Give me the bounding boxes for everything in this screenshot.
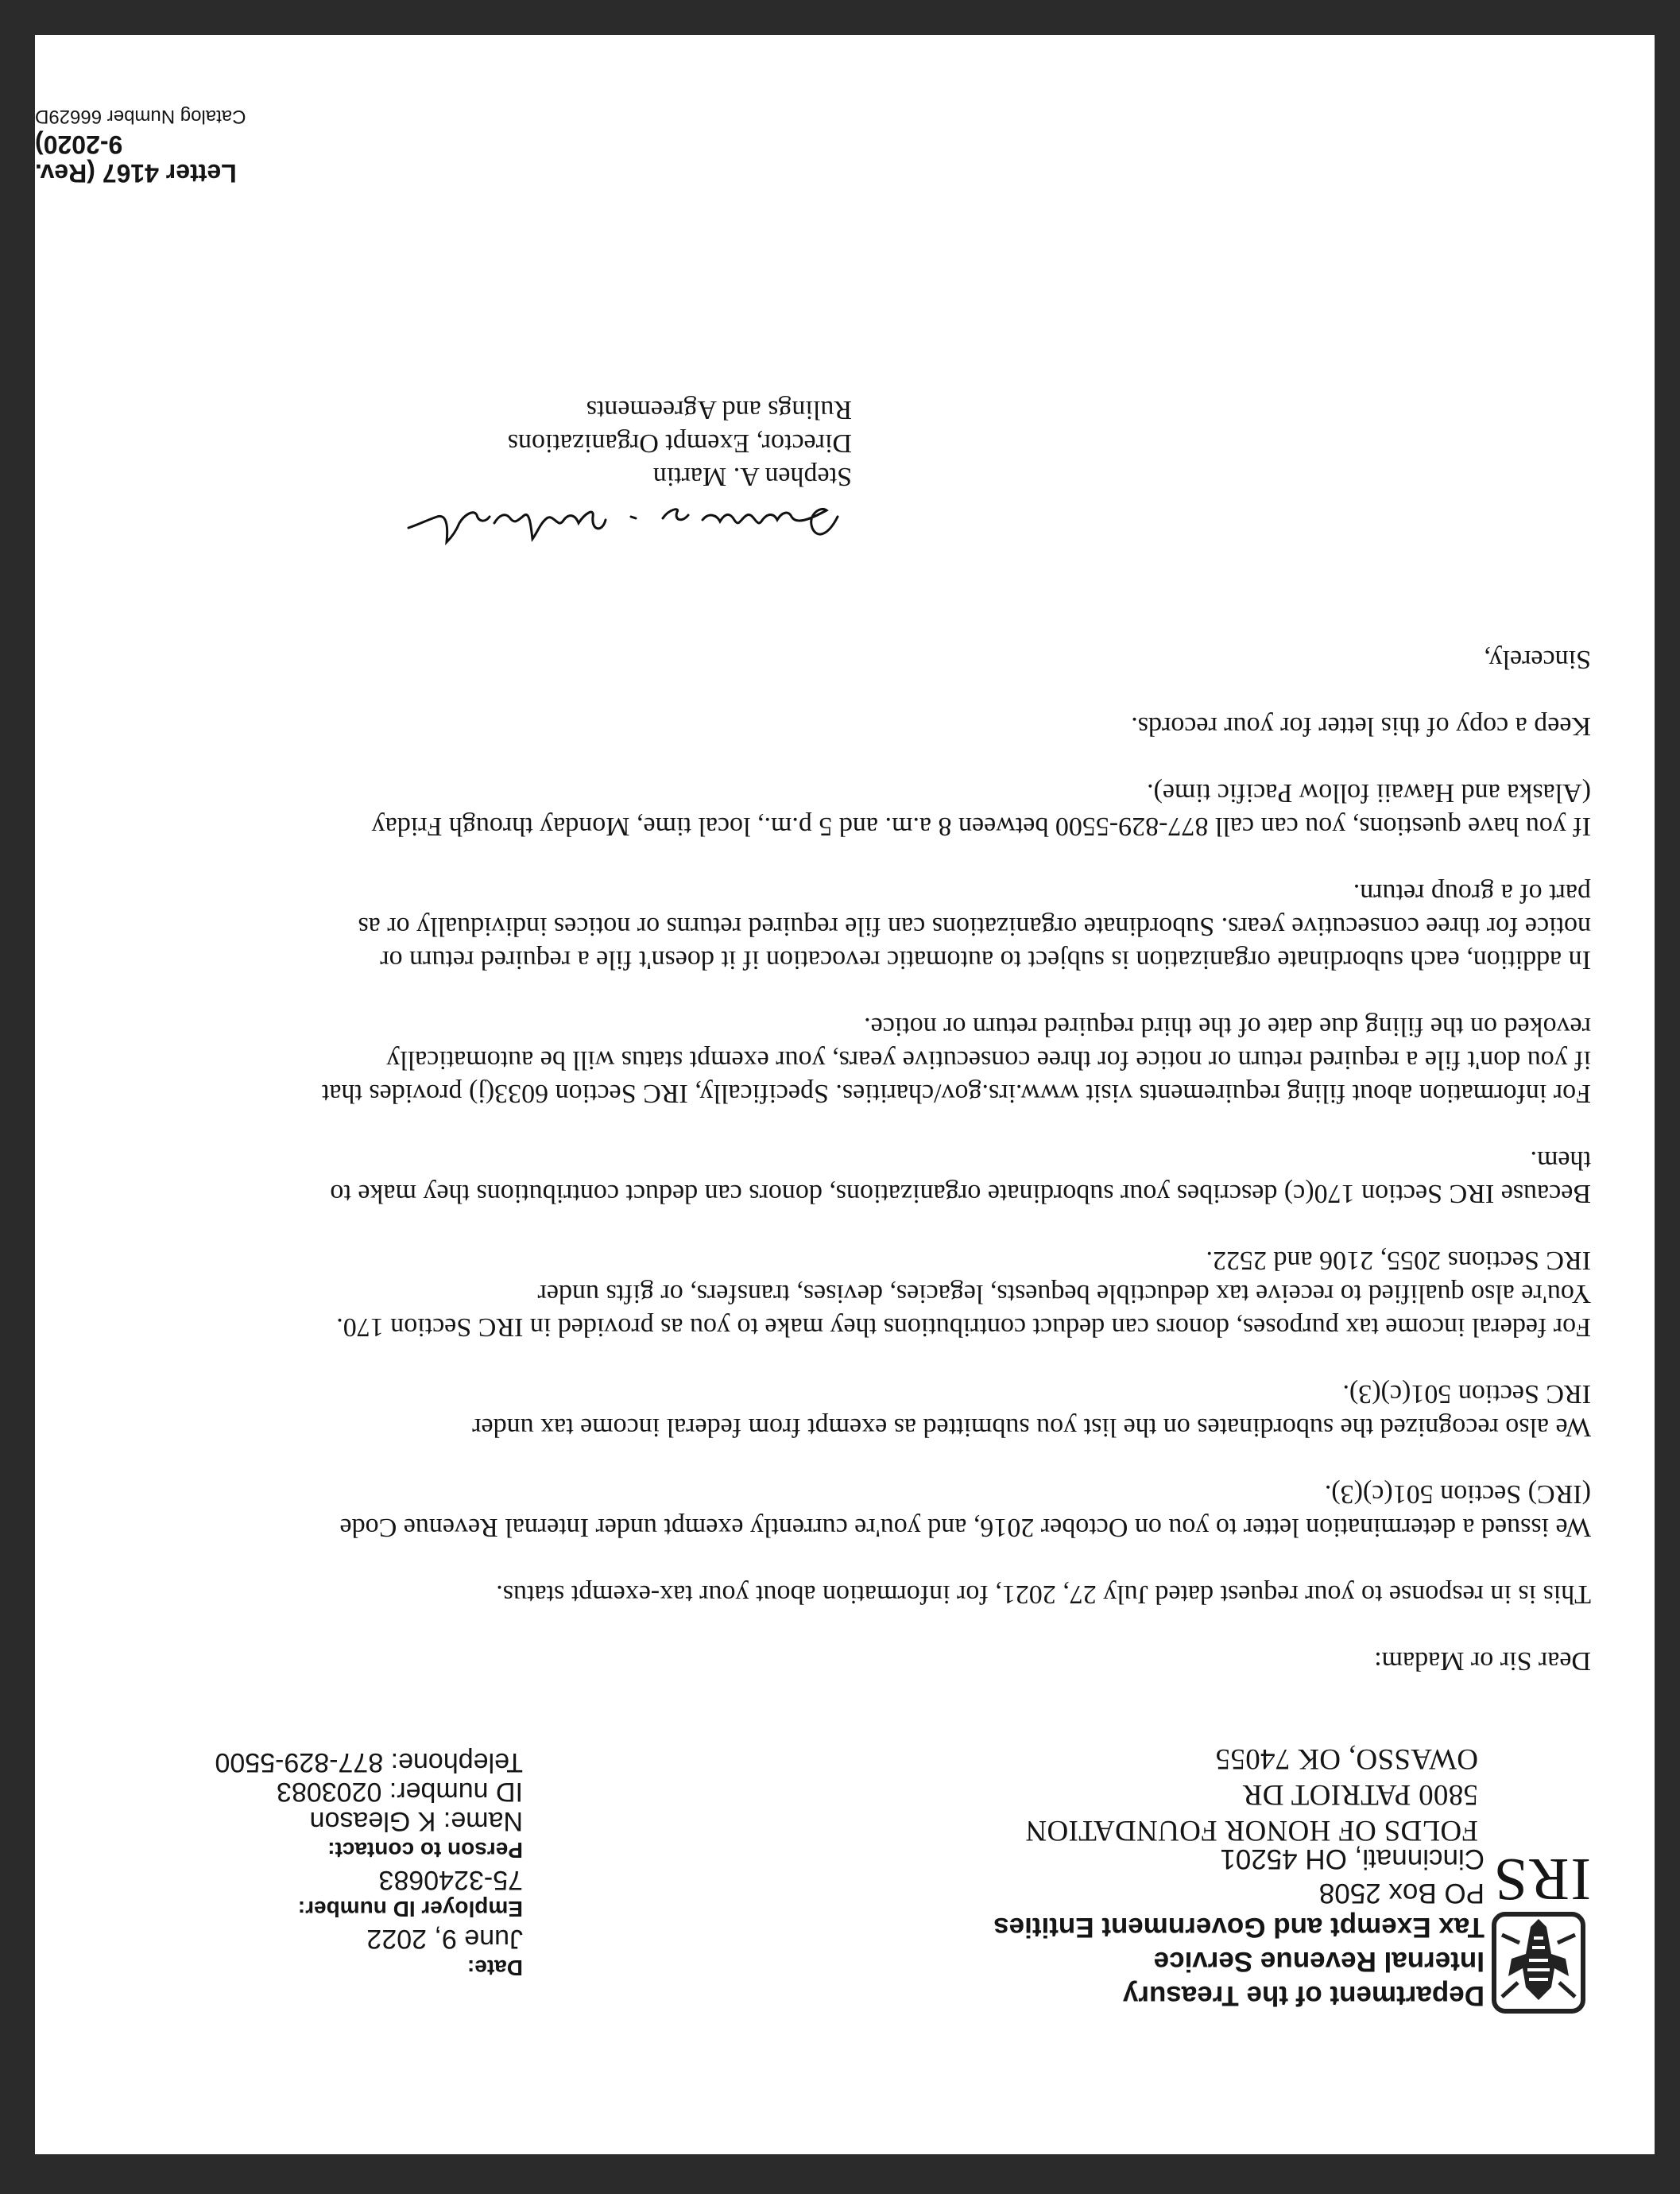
letter-body: [97, 642, 1591, 1677]
paragraph-7-line-2: notice for three consecutive years. Subordinate organizations can file required returns or notices individually or as: [358, 912, 1591, 941]
addressee-city: OWASSO, OK 74055: [1215, 1742, 1478, 1775]
paragraph-3-line-1: We also recognized the subordinates on the list you submitted as exempt from federal income tax under: [472, 1413, 1591, 1442]
paragraph-3-line-2: IRC Section 501(c)(3).: [1342, 1379, 1591, 1409]
agency-block: [993, 1842, 1485, 2013]
agency-address-line-1: PO Box 2508: [1318, 1878, 1485, 1909]
division-name: Tax Exempt and Government Entities: [993, 1912, 1485, 1943]
handwritten-signature: [399, 494, 844, 552]
irs-eagle-logo-icon: [1491, 1911, 1586, 2014]
paragraph-6-line-1: For information about filing requirements visit www.irs.gov/charities. Specifically, IRC Section 6033(j) provides that: [321, 1079, 1591, 1108]
form-number: Letter 4167 (Rev. 9-2020): [35, 130, 237, 188]
contact-name: Name: K Gleason: [309, 1806, 523, 1836]
letter-page: [35, 35, 1655, 2154]
catalog-number: Catalog Number 66629D: [35, 106, 246, 127]
ein-label: Employer ID number:: [297, 1897, 523, 1921]
addressee-block: [1025, 1741, 1478, 1848]
paragraph-5-line-1: Because IRC Section 170(c) describes your subordinate organizations, donors can deduct contributions they make to: [330, 1179, 1591, 1208]
date-value: June 9, 2022: [366, 1924, 523, 1954]
service-name: Internal Revenue Service: [1153, 1946, 1485, 1977]
paragraph-2-line-1: We issued a determination letter to you on October 2016, and you're currently exempt under Internal Revenue Code: [339, 1513, 1591, 1542]
paragraph-6-line-2: if you don't file a required return or notice for three consecutive years, your exempt status will be automatically: [386, 1045, 1591, 1075]
irs-logo-text: IRS: [1492, 1846, 1591, 1913]
salutation: Dear Sir or Madam:: [1374, 1646, 1591, 1676]
paragraph-4-line-2: You're also qualified to receive tax deductible bequests, legacies, devises, transfers, or gifts under: [537, 1279, 1591, 1308]
paragraph-7-line-1: In addition, each subordinate organization is subject to automatic revocation if it doesn't file a required return or: [380, 945, 1591, 975]
paragraph-9: Keep a copy of this letter for your records.: [1131, 711, 1591, 741]
agency-address-line-2: Cincinnati, OH 45201: [1220, 1843, 1485, 1874]
contact-id: ID number: 0203083: [277, 1777, 523, 1807]
paragraph-4-line-3: IRC Sections 2055, 2106 and 2522.: [1206, 1246, 1591, 1275]
paragraph-5-line-2: them.: [1530, 1145, 1591, 1175]
letter-meta: [215, 1747, 523, 1983]
rotated-letter-content: [35, 35, 1655, 2154]
signer-unit: Rulings and Agreements: [586, 395, 852, 424]
paragraph-4-line-1: For federal income tax purposes, donors can deduct contributions they make to you as provided in IRC Section 170.: [336, 1312, 1591, 1342]
paragraph-8-line-1: If you have questions, you can call 877-829-5500 between 8 a.m. and 5 p.m., local time, Monday through Friday: [371, 812, 1591, 841]
letter-footer: [35, 102, 262, 188]
department-name: Department of the Treasury: [1122, 1980, 1485, 2011]
signature-block: [508, 393, 852, 493]
paragraph-2-line-2: (IRC) Section 501(c)(3).: [1324, 1479, 1591, 1509]
paragraph-8-line-2: (Alaska and Hawaii follow Pacific time).: [1147, 778, 1591, 808]
ein-value: 75-3240683: [378, 1865, 523, 1895]
contact-label: Person to contact:: [327, 1838, 523, 1863]
paragraph-6-line-3: revoked on the filing due date of the third required return or notice.: [864, 1012, 1591, 1041]
signer-title: Director, Exempt Organizations: [507, 428, 852, 458]
paragraph-7-line-3: part of a group return.: [1353, 878, 1591, 908]
signer-name: Stephen A. Martin: [652, 462, 852, 491]
closing: Sincerely,: [1484, 645, 1591, 674]
addressee-street: 5800 PATRIOT DR: [1242, 1778, 1478, 1811]
contact-phone: Telephone: 877-829-5500: [215, 1747, 523, 1777]
addressee-name: FOLDS OF HONOR FOUNDATION: [1025, 1814, 1478, 1847]
date-label: Date:: [466, 1956, 523, 1980]
paragraph-1: This is in response to your request dated July 27, 2021, for information about your tax-exempt status.: [496, 1580, 1591, 1609]
